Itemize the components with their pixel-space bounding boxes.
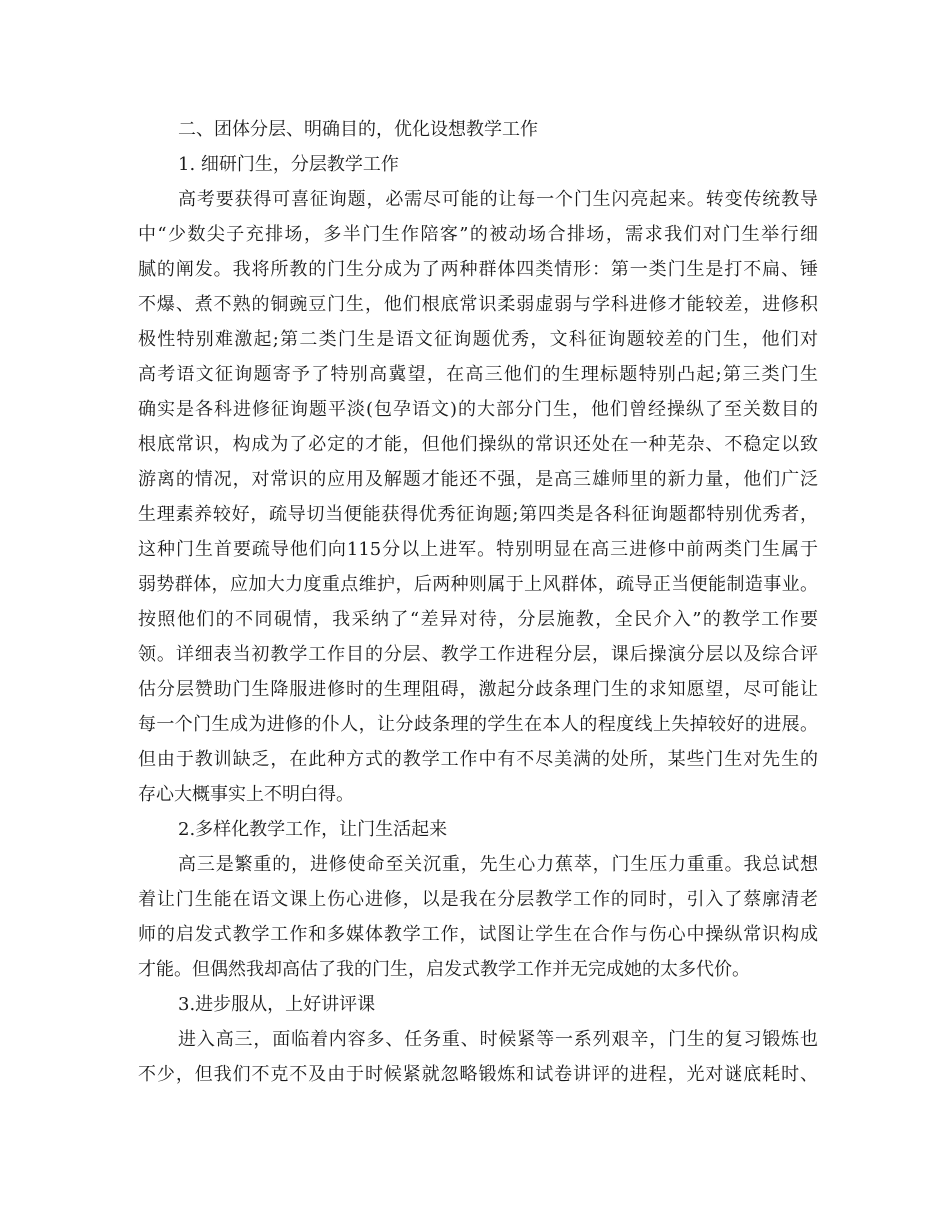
paragraph-line: 弱势群体，应加大力度重点维护，后两种则属于上风群体，疏导正当便能制造事业。: [138, 574, 818, 595]
paragraph-line: 不少，但我们不克不及由于时候紧就忽略锻炼和试卷讲评的进程，光对谜底耗时、: [138, 1064, 818, 1085]
paragraph-line: 腻的阐发。我将所教的门生分成为了两种群体四类情形：第一类门生是打不扁、锤: [138, 259, 818, 280]
paragraph-line: 进入高三，面临着内容多、任务重、时候紧等一系列艰辛，门生的复习锻炼也: [178, 1029, 818, 1050]
paragraph-line: 中“少数尖子充排场，多半门生作陪客”的被动场合排场，需求我们对门生举行细: [138, 224, 818, 245]
paragraph-line: 极性特别难激起;第二类门生是语文征询题优秀，文科征询题较差的门生，他们对: [138, 329, 818, 350]
subsection-heading: 3.进步服从，上好讲评课: [178, 994, 376, 1015]
paragraph-line: 高考语文征询题寄予了特别高冀望，在高三他们的生理标题特别凸起;第三类门生: [138, 364, 818, 385]
paragraph-line: 领。详细表当初教学工作目的分层、教学工作进程分层，课后操演分层以及综合评: [138, 644, 818, 665]
document-body: [138, 112, 818, 1092]
paragraph-line: 着让门生能在语文课上伤心进修，以是我在分层教学工作的同时，引入了蔡廓清老: [138, 889, 818, 910]
paragraph-line: 确实是各科进修征询题平淡(包孕语文)的大部分门生，他们曾经操纵了至关数目的: [138, 399, 818, 420]
paragraph-line: 师的启发式教学工作和多媒体教学工作，试图让学生在合作与伤心中操纵常识构成: [138, 924, 818, 945]
paragraph-line: 按照他们的不同硯情，我采纳了“差异对待，分层施教，全民介入”的教学工作要: [138, 609, 818, 630]
section-heading: 二、团体分层、明确目的，优化设想教学工作: [178, 119, 538, 140]
paragraph-line: 不爆、煮不熟的铜豌豆门生，他们根底常识柔弱虚弱与学科进修才能较差，进修积: [138, 294, 818, 315]
paragraph: [138, 847, 818, 987]
paragraph-line: 才能。但偶然我却高估了我的门生，启发式教学工作并无完成她的太多代价。: [138, 959, 750, 980]
paragraph: [138, 1022, 818, 1092]
paragraph-line: 游离的情况，对常识的应用及解题才能还不强，是高三雄师里的新力量，他们广泛: [138, 469, 818, 490]
paragraph-line: 根底常识，构成为了必定的才能，但他们操纵的常识还处在一种芜杂、不稳定以致: [138, 434, 818, 455]
paragraph-line: 生理素养较好，疏导切当便能获得优秀征询题;第四类是各科征询题都特别优秀者，: [138, 504, 818, 525]
paragraph-line: 高三是繁重的，进修使命至关沉重，先生心力蕉萃，门生压力重重。我总试想: [178, 854, 818, 875]
paragraph-line: 高考要获得可喜征询题，必需尽可能的让每一个门生闪亮起来。转变传统教导: [178, 189, 818, 210]
subsection-heading: 1. 细研门生，分层教学工作: [178, 154, 399, 175]
paragraph-line: 每一个门生成为进修的仆人，让分歧条理的学生在本人的程度线上失掉较好的进展。: [138, 714, 818, 735]
subsection-heading: 2.多样化教学工作，让门生活起来: [178, 819, 448, 840]
paragraph: [138, 182, 818, 812]
paragraph-line: 但由于教训缺乏，在此种方式的教学工作中有不尽美满的处所，某些门生对先生的: [138, 749, 818, 770]
paragraph-line: 存心大概事实上不明白得。: [138, 784, 354, 805]
paragraph-line: 这种门生首要疏导他们向115分以上进军。特别明显在高三进修中前两类门生属于: [138, 539, 818, 560]
paragraph-line: 估分层赞助门生降服进修时的生理阻碍，激起分歧条理门生的求知愿望，尽可能让: [138, 679, 818, 700]
